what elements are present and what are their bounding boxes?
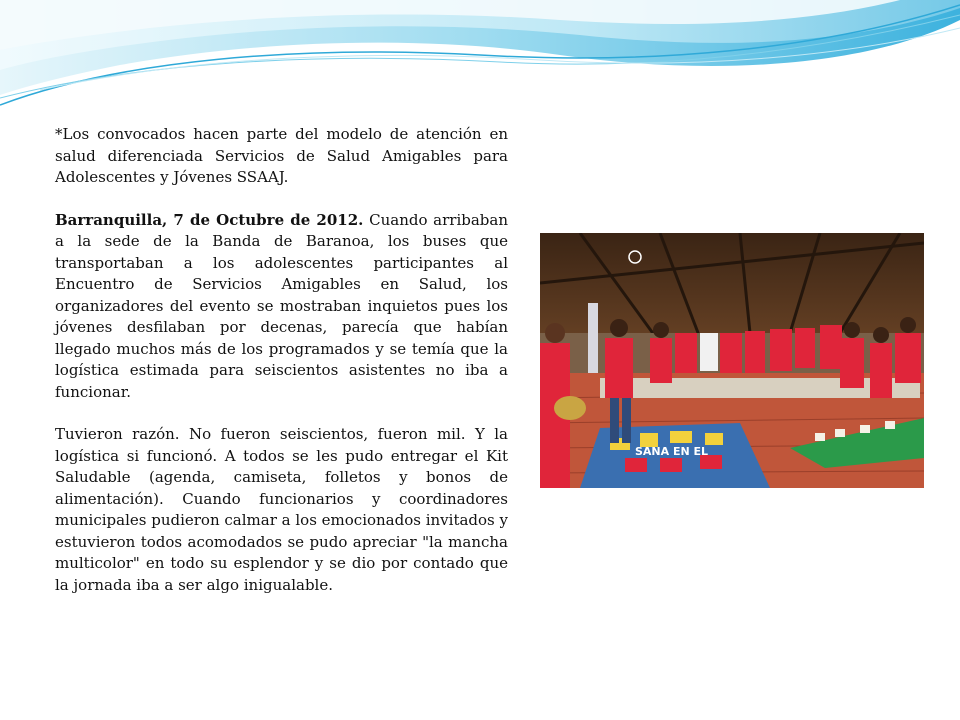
dateline: Barranquilla, 7 de Octubre de 2012.: [55, 210, 364, 229]
article-text: [55, 124, 508, 617]
photo-banner-text: SANA EN EL: [635, 445, 709, 458]
news-paragraph-1: [55, 210, 508, 404]
intro-paragraph: *Los convocados hacen parte del modelo de atención en salud diferenciada Servicios de Salud Amigables para Adolescentes y Jóvenes SSAAJ.: [55, 125, 508, 186]
news-paragraph-2: Tuvieron razón. No fueron seiscientos, fueron mil. Y la logística si funcionó. A todos se les pudo entregar el Kit Saludable (agenda, camiseta, folletos y bonos de alimentación). Cuando funcionarios y coordinadores municipales pudieron calmar a los emocionados invitados y estuvieron todos acomodados se pudo apreciar "la mancha multicolor" en todo su esplendor y se dio por contado que la jornada iba a ser algo inigualable.: [55, 425, 508, 594]
news-paragraph-1-text: Cuando arribaban a la sede de la Banda de Baranoa, los buses que transportaban a los adolescentes participantes al Encuentro de Servicios Amigables en Salud, los organizadores del evento se mostraban inquietos pues los jóvenes desfilaban por decenas, parecía que habían llegado muchos más de los programados y se temía que la logística estimada para seiscientos asistentes no iba a funcionar.: [55, 210, 509, 401]
photo-drum: [554, 396, 586, 420]
header-wave-decoration: [0, 0, 960, 130]
event-photo: [540, 233, 924, 488]
